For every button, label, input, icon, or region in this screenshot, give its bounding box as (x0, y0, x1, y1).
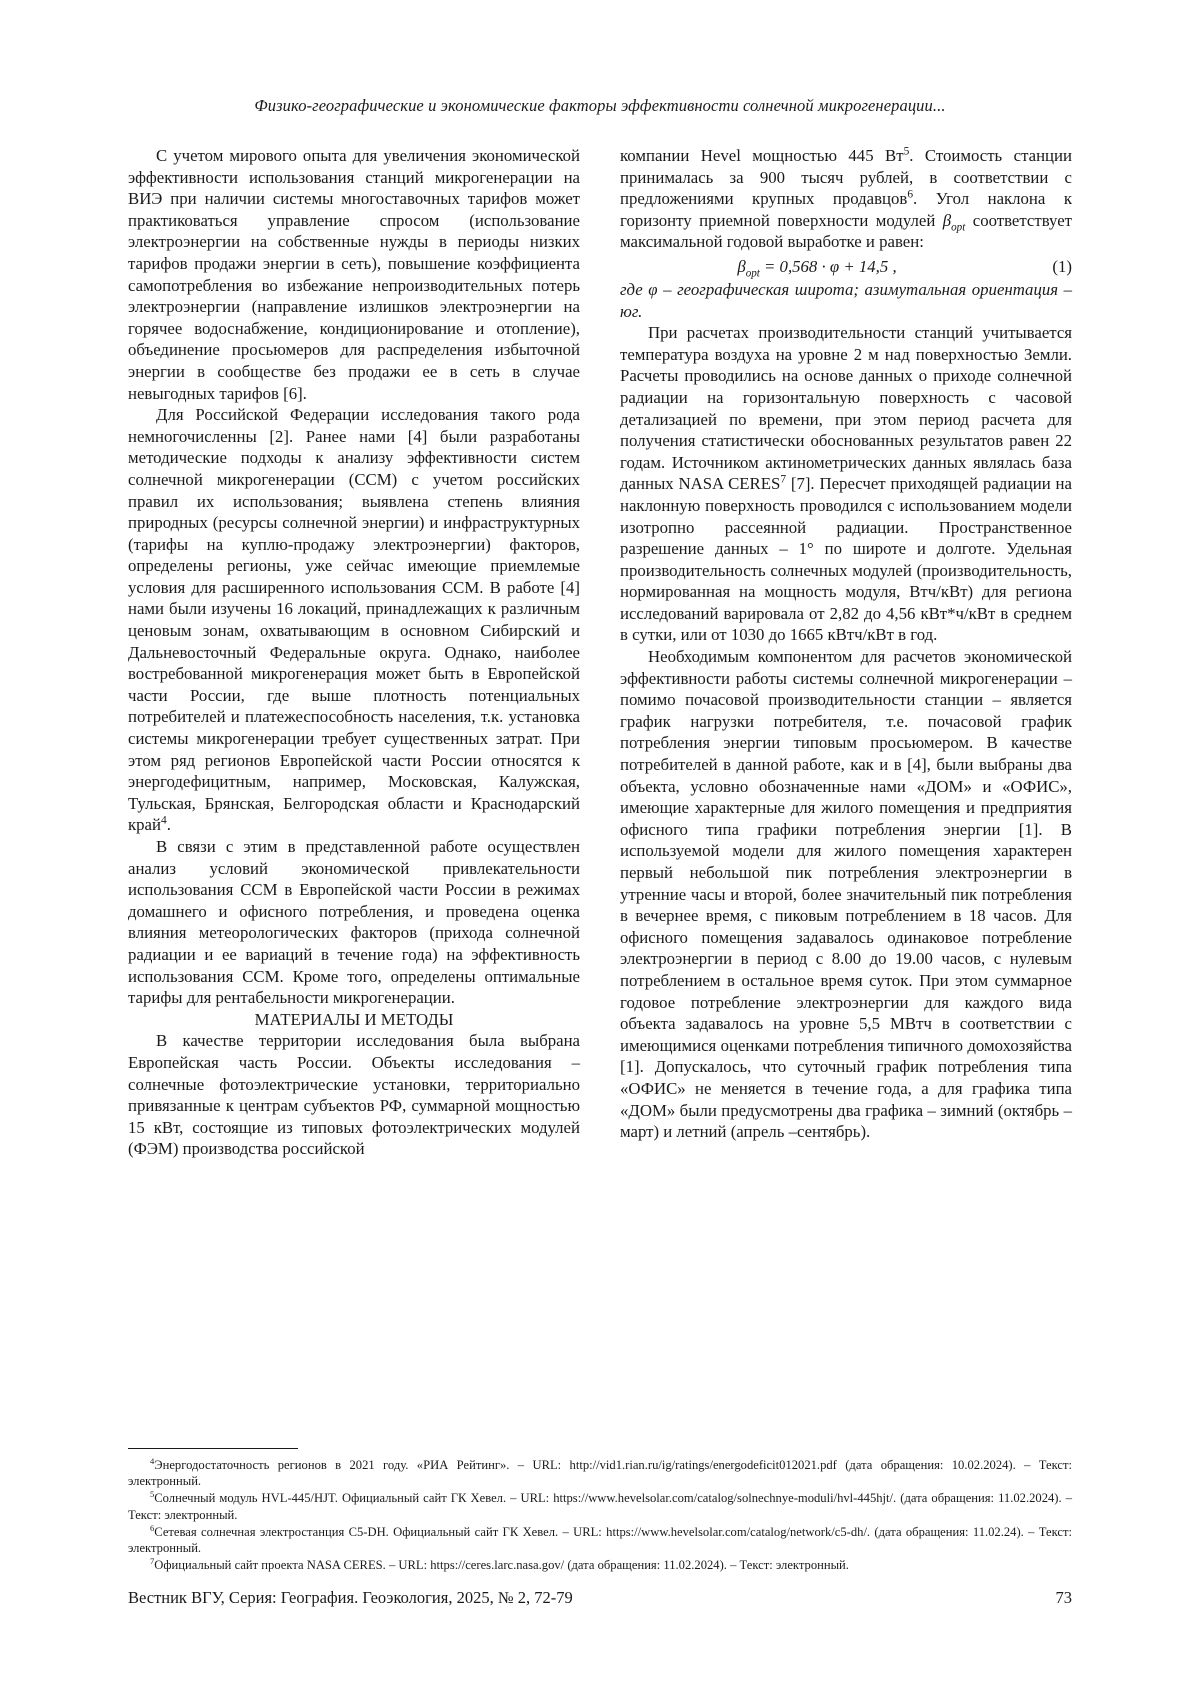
footnote-ref-4[interactable]: 4 (160, 814, 167, 827)
right-column (620, 145, 1072, 1160)
paragraph-left-2-text: Для Российской Федерации исследования такого рода немногочисленны [2]. Ранее нами [4] были разработаны методические подходы к анализу эффективности систем солнечной микрогенерации (ССМ) с учетом российских правил их использования; выявлена степень влияния природных (ресурсы солнечной энергии) и инфраструктурных (тарифы на куплю-продажу электроэнергии) факторов, определены регионы, уже сейчас имеющие приемлемые условия для расширенного использования ССМ. В работе [4] нами были изучены 16 локаций, принадлежащих к различным ценовым зонам, охватывающим в основном Сибирский и Дальневосточный Федеральные округа. Однако, наиболее востребованной микрогенерация может быть в Европейской части России, где выше плотность потенциальных потребителей и платежеспособность населения, т.к. установка системы микрогенерации требует существенных затрат. При этом ряд регионов Европейской части России относятся к энергодефицитным, например, Московская, Калужская, Тульская, Брянская, Белгородская области и Краснодарский край (128, 405, 580, 835)
paragraph-left-2 (128, 404, 580, 836)
page-number: 73 (1055, 1588, 1072, 1607)
section-heading-materials-methods: МАТЕРИАЛЫ И МЕТОДЫ (254, 1009, 454, 1029)
footnote-marker-7: 7 (150, 1556, 155, 1567)
footnote-text-4: Энергодостаточность регионов в 2021 году. «РИА Рейтинг». – URL: http://vid1.rian.ru/ig/ratings/energodeficit012021.pdf (дата обращения: 10.02.2024). – Текст: электронный. (128, 1458, 1072, 1489)
paragraph-right-2-text: При расчетах производительности станций учитывается температура воздуха на уровне 2 м над поверхностью Земли. Расчеты проводились на основе данных о приходе солнечной радиации на горизонтальную поверхность с часовой детализацией по времени, при этом период расчета для получения статистически обоснованных результатов равен 22 годам. Источником актинометрических данных являлась база данных NASA CERES (620, 323, 1072, 494)
formula-beta-sub: opt (745, 267, 760, 280)
paragraph-right-3: Необходимым компонентом для расчетов экономической эффективности работы системы солнечной микрогенерации – помимо почасовой производительности станции – является график нагрузки потребителя, т.е. почасовой график потребления энергии типовым просьюмером. В качестве потребителей в данной работе, как и в [4], были выбраны два объекта, условно обозначенные нами «ДОМ» и «ОФИС», имеющие характерные для жилого помещения и предприятия офисного типа графики потребления энергии [1]. В используемой модели для жилого помещения характерен первый небольшой пик потребления электроэнергии в утренние часы и второй, более значительный пик потребления в вечернее время, с пиковым потреблением в 18 часов. Для офисного помещения задавалось одинаковое потребление электроэнергии в период с 8.00 до 19.00 часов, с нулевым потреблением в остальное время суток. При этом суммарное годовое потребление электроэнергии для каждого вида объекта задавалось на уровне 5,5 МВтч в соответствии с имеющимися оценками потребления типичного домохозяйства [1]. Допускалось, что суточный график потребления типа «ОФИС» не меняется в течение года, а для графика типа «ДОМ» были предусмотрены два графика – зимний (октябрь – март) и летний (апрель –сентябрь). (620, 647, 1072, 1142)
formula-rest: = 0,568 · φ + 14,5 , (759, 256, 897, 276)
footnote-text-5: Солнечный модуль HVL-445/HJT. Официальный сайт ГК Хевел. – URL: https://www.hevelsolar.com/catalog/solnechnye-moduli/hvl-445hjt/. (дата обращения: 11.02.2024). – Текст: электронный. (128, 1491, 1072, 1522)
paragraph-right-2 (620, 322, 1072, 646)
paragraph-left-1: С учетом мирового опыта для увеличения экономической эффективности использования станций микрогенерации на ВИЭ при наличии системы многоставочных тарифов может практиковаться управление спросом (использование электроэнергии на собственные нужды в периоды низких тарифов продажи энергии в сеть), повышение коэффициента самопотребления во избежание непроизводительных потерь электроэнергии (направление излишков электроэнергии на горячее водоснабжение, кондиционирование и отопление), объединение просьюмеров для распределения избыточной энергии в сообществе без продажи ее в сеть в случае невыгодных тарифов [6]. (128, 146, 580, 403)
paragraph-left-4: В качестве территории исследования была выбрана Европейская часть России. Объекты исследования – солнечные фотоэлектрические установки, территориально привязанные к центрам субъектов РФ, суммарной мощностью 15 кВт, состоящие из типовых фотоэлектрических модулей (ФЭМ) производства российской (128, 1031, 580, 1159)
footnote-ref-6[interactable]: 6 (907, 188, 914, 201)
paragraph-right-1c: . Угол наклона к горизонту приемной поверхности модулей (620, 189, 1072, 230)
formula-note: где φ – географическая широта; азимутальная ориентация – юг. (620, 279, 1072, 321)
footnote-4 (128, 1457, 1072, 1489)
paragraph-right-1d: соответствует максимальной годовой выработке и равен: (620, 210, 1073, 252)
beta-symbol: β (942, 210, 952, 230)
footnote-7 (128, 1557, 1072, 1573)
paragraph-right-1b: . Стоимость станции принималась за 900 тысяч рублей, в соответствии с предложениями крупных продавцов (620, 146, 1073, 209)
footnote-ref-5[interactable]: 5 (903, 145, 910, 158)
paragraph-right-1 (620, 145, 1072, 253)
footnote-marker-4: 4 (150, 1455, 155, 1466)
footnote-marker-6: 6 (150, 1522, 155, 1533)
footnote-5 (128, 1490, 1072, 1522)
footnote-text-7: Официальный сайт проекта NASA CERES. – URL: https://ceres.larc.nasa.gov/ (дата обращения: 11.02.2024). – Текст: электронный. (154, 1558, 849, 1573)
running-head: Физико-географические и экономические факторы эффективности солнечной микрогенерации... (254, 96, 946, 115)
paragraph-right-1a: компании Hevel мощностью 445 Вт (620, 146, 904, 165)
footnote-text-6: Сетевая солнечная электростанция C5-DH. Официальный сайт ГК Хевел. – URL: https://www.hevelsolar.com/catalog/network/c5-dh/. (дата обращения: 11.02.24). – Текст: электронный. (128, 1524, 1072, 1556)
formula-beta: β (737, 256, 746, 276)
journal-citation: Вестник ВГУ, Серия: География. Геоэкология, 2025, № 2, 72-79 (128, 1588, 573, 1607)
left-column (128, 145, 580, 1160)
footnote-separator-rule (128, 1448, 298, 1449)
formula-number: (1) (1052, 256, 1072, 276)
footnote-ref-7[interactable]: 7 (780, 473, 787, 486)
footnotes-block (128, 1448, 1072, 1574)
formula-1 (620, 255, 1072, 279)
formula-expression (620, 255, 1014, 279)
footnote-marker-5: 5 (150, 1489, 155, 1500)
paragraph-right-2-tail: [7]. Пересчет приходящей радиации на наклонную поверхность проводился с использованием модели изотропно рассеянной радиации. Пространственное разрешение данных – 1° по широте и долготе. Удельная производительность солнечных модулей (производительность, нормированная на мощность модуля, Втч/кВт) для региона исследований варировала от 2,82 до 4,56 кВт*ч/кВт в среднем в сутки, или от 1030 до 1665 кВтч/кВт в год. (620, 474, 1072, 645)
beta-subscript: opt (951, 221, 966, 234)
two-column-body (128, 145, 1072, 1160)
paragraph-left-3: В связи с этим в представленной работе осуществлен анализ условий экономической привлекательности использования ССМ в Европейской части России в режимах домашнего и офисного потребления, и проведена оценка влияния метеорологических факторов (прихода солнечной радиации и ее вариаций в течение года) на эффективность использования ССМ. Кроме того, определены оптимальные тарифы для рентабельности микрогенерации. (128, 837, 580, 1008)
page-footer (128, 1588, 1072, 1608)
footnote-6 (128, 1524, 1072, 1556)
paragraph-left-2-tail: . (166, 815, 171, 835)
